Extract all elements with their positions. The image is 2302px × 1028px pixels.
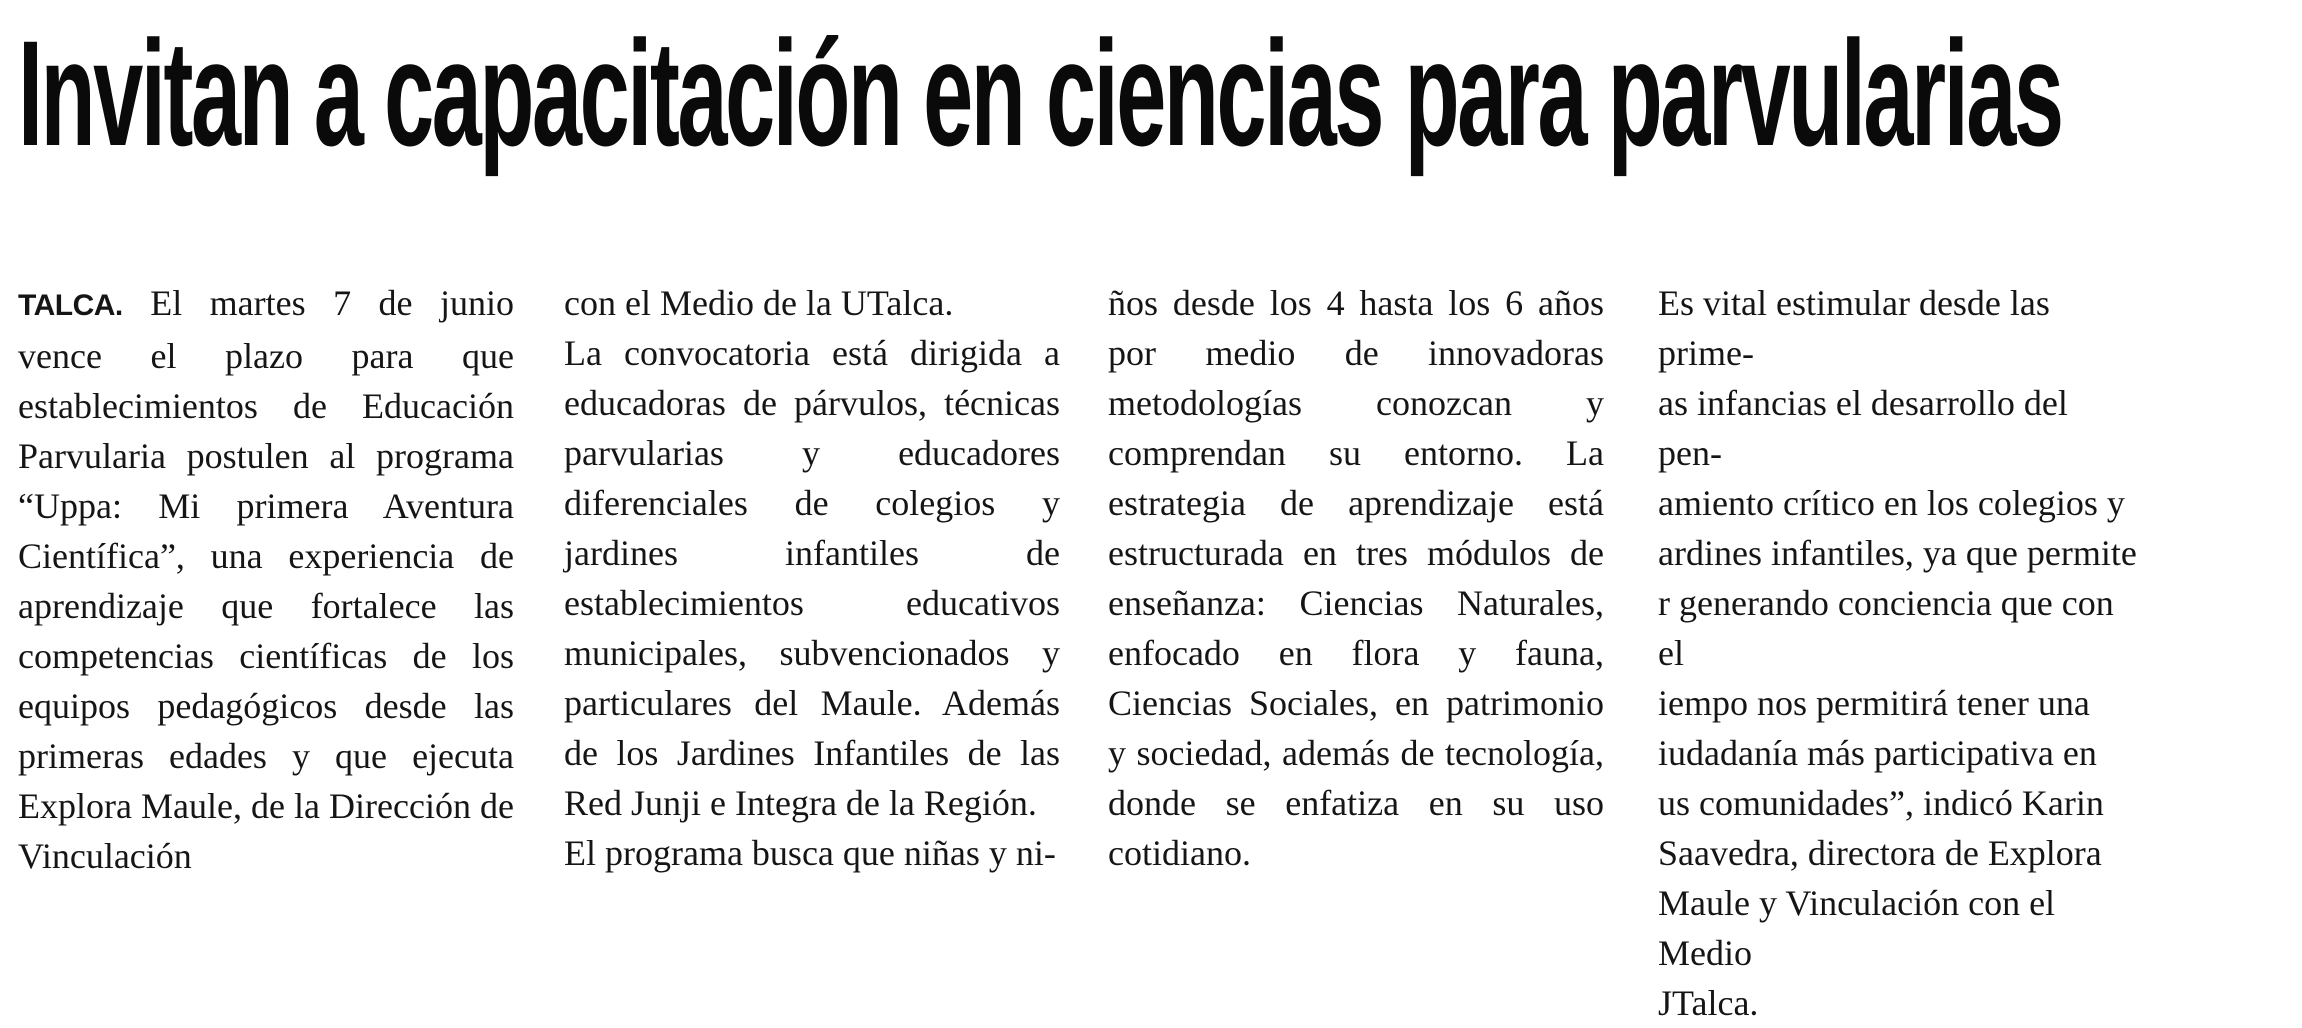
article-column-3 [1108, 278, 1604, 878]
article-column-4-cropped [1658, 278, 2138, 1028]
column-line: r generando conciencia que con el [1658, 583, 2114, 673]
article-paragraph: La convocatoria está dirigida a educadoras de párvulos, técnicas parvularias y educadores diferenciales de colegios y jardines infantiles de establecimientos educativos municipales, subvencionados y particulares del Maule. Además de los Jardines Infantiles de las Red Junji e Integra de la Región. [564, 333, 1060, 823]
column-line: JTalca. [1658, 983, 1759, 1023]
article-paragraph: ños desde los 4 hasta los 6 años por medio de innovadoras metodologías conozcan y comprendan su entorno. La estrategia de aprendizaje está estructurada en tres módulos de enseñanza: Ciencias Naturales, enfocado en flora y fauna, Ciencias Sociales, en patrimonio y sociedad, además de tecnología, donde se enfatiza en su uso cotidiano. [1108, 283, 1604, 873]
article-column-1 [18, 278, 514, 881]
article-paragraph: El programa busca que niñas y ni- [564, 833, 1056, 873]
paragraph-text: El martes 7 de junio vence el plazo para que establecimientos de Educación Parvularia postulen al programa “Uppa: Mi primera Aventura Científica”, una experiencia de aprendizaje que fortalece las competencias científicas de los equipos pedagógicos desde las primeras edades y que ejecuta Explora Maule, de la Dirección de Vinculación [18, 283, 514, 876]
article-paragraph [18, 278, 514, 881]
article-paragraph: con el Medio de la UTalca. [564, 283, 954, 323]
column-line: ardines infantiles, ya que permite [1658, 533, 2137, 573]
column-line: Maule y Vinculación con el Medio [1658, 883, 2056, 973]
article-headline: Invitan a capacitación en ciencias para parvularias [18, 9, 2062, 177]
column-line: as infancias el desarrollo del pen- [1658, 383, 2068, 473]
column-line: iudadanía más participativa en [1658, 733, 2097, 773]
column-line: us comunidades”, indicó Karin [1658, 783, 2104, 823]
column-line: Es vital estimular desde las prime- [1658, 283, 2050, 373]
column-line: amiento crítico en los colegios y [1658, 483, 2125, 523]
article-dateline: TALCA. [18, 289, 123, 322]
column-line: iempo nos permitirá tener una [1658, 683, 2090, 723]
column-line: Saavedra, directora de Explora [1658, 833, 2102, 873]
article-column-2 [564, 278, 1060, 878]
